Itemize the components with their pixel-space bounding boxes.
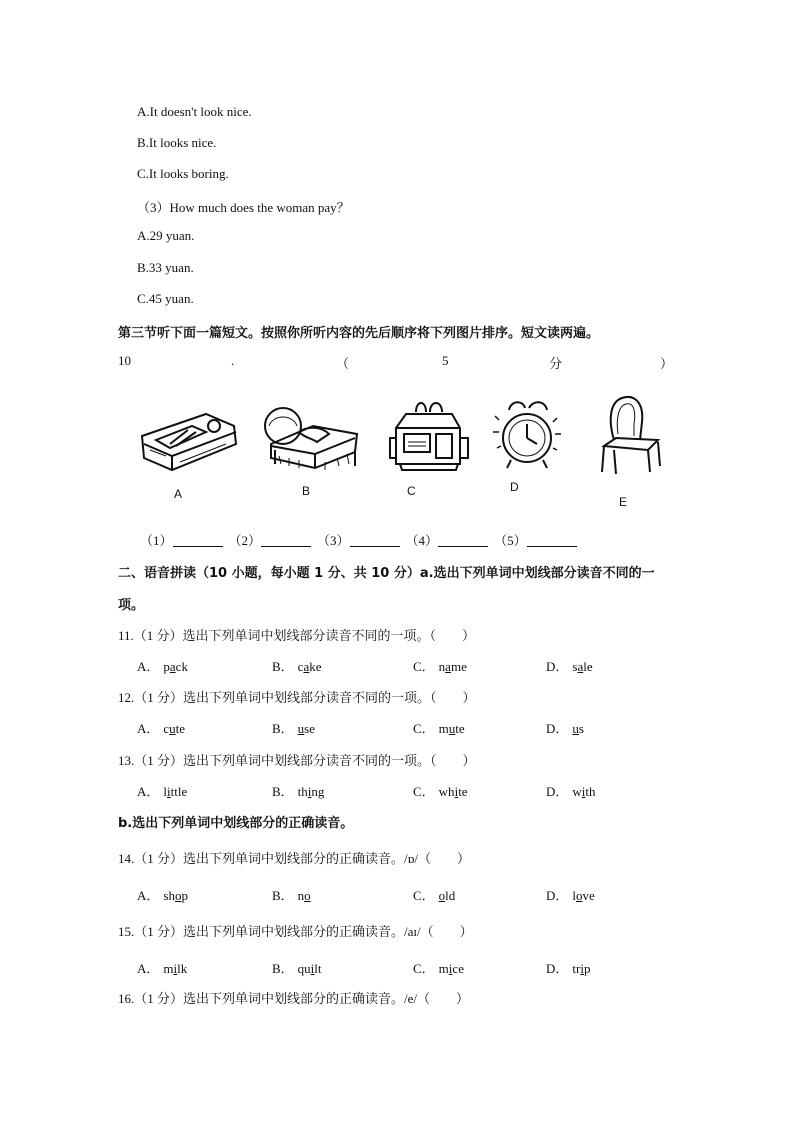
q15-option-a[interactable] — [137, 958, 187, 977]
option-word: with — [572, 784, 596, 799]
underlined-part: a — [169, 659, 176, 674]
option-letter: C． — [413, 659, 435, 674]
blank-label-3: （3） — [317, 533, 350, 548]
option-word: love — [572, 888, 595, 903]
q3-option-a: A.29 yuan. — [137, 228, 195, 243]
option-word: cake — [297, 659, 322, 674]
option-b: B.It looks nice. — [137, 135, 217, 150]
option-word: milk — [163, 961, 188, 976]
q3-option-c: C.45 yuan. — [137, 291, 194, 306]
schoolbag-icon — [386, 398, 472, 474]
underlined-part: i — [173, 961, 178, 976]
blank-2[interactable] — [261, 534, 311, 547]
option-word: no — [297, 888, 311, 903]
question-11-stem: 11.（1 分）选出下列单词中划线部分读音不同的一项。（ ） — [118, 628, 476, 643]
blank-label-5: （5） — [494, 533, 527, 548]
q11-option-a[interactable] — [137, 656, 188, 675]
option-letter: C． — [413, 784, 435, 799]
option-letter: B． — [272, 888, 294, 903]
q11-option-b[interactable] — [272, 656, 322, 675]
option-letter: A． — [137, 888, 160, 903]
q13-option-a[interactable] — [137, 781, 187, 800]
q15-option-b[interactable] — [272, 958, 322, 977]
option-word: shop — [163, 888, 188, 903]
underlined-part: a — [445, 659, 451, 674]
picture-label-d: D — [510, 480, 519, 494]
option-word: name — [438, 659, 467, 674]
blank-3[interactable] — [350, 534, 400, 547]
q15-option-c[interactable] — [413, 958, 464, 977]
option-word: little — [163, 784, 188, 799]
underlined-part: i — [448, 961, 453, 976]
q15-option-d[interactable] — [546, 958, 590, 977]
option-word: white — [438, 784, 468, 799]
q11-option-c[interactable] — [413, 656, 467, 675]
q13-option-c[interactable] — [413, 781, 468, 800]
option-letter: A． — [137, 659, 160, 674]
option-letter: B． — [272, 961, 294, 976]
underlined-part: i — [167, 784, 171, 799]
option-word: old — [438, 888, 456, 903]
q12-option-c[interactable] — [413, 718, 465, 737]
option-letter: B． — [272, 721, 294, 736]
q3-option-b: B.33 yuan. — [137, 260, 194, 275]
blank-label-4: （4） — [405, 533, 439, 548]
option-letter: B． — [272, 659, 294, 674]
q14-option-b[interactable] — [272, 885, 311, 904]
option-word: mute — [438, 721, 465, 736]
option-word: cute — [163, 721, 186, 736]
question-14-stem: 14.（1 分）选出下列单词中划线部分的正确读音。/ɒ/（ ） — [118, 851, 471, 866]
ordering-blanks — [140, 530, 583, 549]
part2-heading-cont: 项。 — [118, 598, 145, 613]
option-word: mice — [438, 961, 464, 976]
section3-heading: 第三节听下面一篇短文。按照你所听内容的先后顺序将下列图片排序。短文读两遍。 — [118, 326, 600, 341]
question-3: （3）How much does the woman pay？ — [137, 200, 350, 215]
option-letter: A． — [137, 961, 160, 976]
option-word: quilt — [297, 961, 322, 976]
option-letter: B． — [272, 784, 294, 799]
q14-option-d[interactable] — [546, 885, 595, 904]
q13-option-d[interactable] — [546, 781, 596, 800]
part2-heading: 二、语音拼读（10 小题，每小题 1 分、共 10 分）a.选出下列单词中划线部分读音不同的一 — [118, 566, 655, 581]
underlined-part: u — [169, 721, 176, 736]
q10-lparen: （ — [336, 356, 350, 371]
option-letter: D． — [546, 888, 569, 903]
option-letter: C． — [413, 888, 435, 903]
question-16-stem: 16.（1 分）选出下列单词中划线部分的正确读音。/e/（ ） — [118, 991, 469, 1006]
blank-label-2: （2） — [228, 533, 262, 548]
option-letter: D． — [546, 721, 569, 736]
option-letter: A． — [137, 721, 160, 736]
q10-unit: 分 — [549, 356, 563, 371]
blank-5[interactable] — [527, 534, 577, 547]
option-word: use — [297, 721, 316, 736]
q10-rparen: ） — [660, 356, 674, 371]
q12-option-b[interactable] — [272, 718, 315, 737]
q12-option-d[interactable] — [546, 718, 584, 737]
q10-score: 5 — [442, 353, 449, 368]
option-word: pack — [163, 659, 188, 674]
q14-option-c[interactable] — [413, 885, 455, 904]
underlined-part: a — [303, 659, 310, 674]
option-letter: C． — [413, 721, 435, 736]
option-letter: D． — [546, 659, 569, 674]
underlined-part: o — [174, 888, 182, 903]
underlined-part: i — [454, 784, 459, 799]
option-c: C.It looks boring. — [137, 166, 229, 181]
option-word: thing — [297, 784, 325, 799]
option-word: trip — [572, 961, 591, 976]
option-letter: C． — [413, 961, 435, 976]
q13-option-b[interactable] — [272, 781, 324, 800]
q14-option-a[interactable] — [137, 885, 188, 904]
picture-label-a: A — [174, 487, 183, 501]
picture-label-e: E — [619, 495, 628, 509]
blank-1[interactable] — [173, 534, 223, 547]
bed-icon — [259, 404, 363, 472]
part2-sub-b: b.选出下列单词中划线部分的正确读音。 — [118, 816, 354, 831]
underlined-part: u — [572, 721, 579, 736]
option-a: A.It doesn't look nice. — [137, 104, 252, 119]
question-15-stem: 15.（1 分）选出下列单词中划线部分的正确读音。/aɪ/（ ） — [118, 924, 473, 939]
underlined-part: i — [310, 961, 315, 976]
underlined-part: i — [580, 961, 584, 976]
option-letter: D． — [546, 784, 569, 799]
underlined-part: o — [576, 888, 583, 903]
blank-4[interactable] — [438, 534, 488, 547]
q10-number: 10 — [118, 353, 131, 368]
option-word: sale — [572, 659, 593, 674]
underlined-part: i — [307, 784, 312, 799]
underlined-part: o — [438, 888, 446, 903]
underlined-part: a — [577, 659, 584, 674]
underlined-part: u — [297, 721, 305, 736]
picture-label-b: B — [302, 484, 311, 498]
blank-label-1: （1） — [140, 533, 173, 548]
pencil-case-icon — [136, 404, 240, 476]
underlined-part: o — [304, 888, 311, 903]
underlined-part: u — [448, 721, 456, 736]
option-word: us — [572, 721, 584, 736]
alarm-clock-icon — [489, 396, 565, 472]
question-13-stem: 13.（1 分）选出下列单词中划线部分读音不同的一项。（ ） — [118, 753, 476, 768]
option-letter: A． — [137, 784, 160, 799]
question-12-stem: 12.（1 分）选出下列单词中划线部分读音不同的一项。（ ） — [118, 690, 476, 705]
q11-option-d[interactable] — [546, 656, 593, 675]
q10-dot: . — [231, 353, 235, 368]
option-letter: D． — [546, 961, 569, 976]
q12-option-a[interactable] — [137, 718, 185, 737]
underlined-part: i — [581, 784, 586, 799]
picture-label-c: C — [407, 484, 416, 498]
chair-icon — [594, 394, 666, 480]
